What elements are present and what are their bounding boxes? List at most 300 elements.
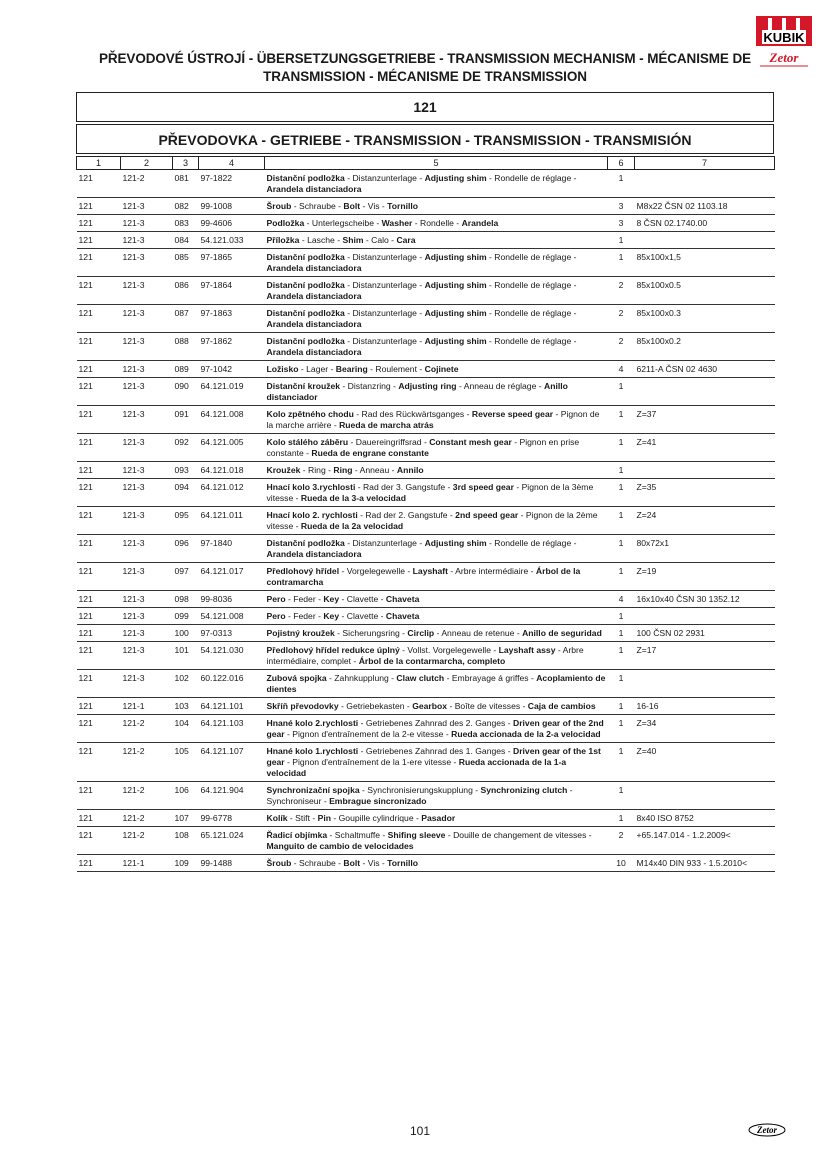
ref-subgroup-cell: 121-3	[121, 507, 173, 535]
group-title: PŘEVODOVKA - GETRIEBE - TRANSMISSION - TRANSMISSION - TRANSMISIÓN	[76, 124, 774, 154]
note-cell	[635, 378, 775, 406]
position-cell: 089	[173, 361, 199, 378]
description-term: Ring	[333, 465, 353, 475]
description-term: Pojistný kroužek	[266, 628, 335, 638]
description-term: Shifing sleeve	[387, 830, 446, 840]
description-cell	[265, 507, 608, 535]
table-body	[77, 170, 775, 872]
description-separator: - Pignon de la 3ème vitesse -	[266, 482, 594, 503]
part-number-cell: 64.121.008	[199, 406, 265, 434]
description-term: Pero	[266, 611, 286, 621]
description-term: Ložisko	[266, 364, 299, 374]
ref-group-cell: 121	[77, 198, 121, 215]
description-separator: - Distanzunterlage -	[344, 280, 425, 290]
description-separator: - Zahnkupplung -	[326, 673, 397, 683]
description-separator: - Embrayage á griffes -	[444, 673, 537, 683]
description-cell	[265, 625, 608, 642]
ref-subgroup-cell: 121-2	[121, 827, 173, 855]
table-row	[77, 507, 775, 535]
description-separator: - Pignon d'entraînement de la 2-e vitesse -	[284, 729, 452, 739]
description-term: Zubová spojka	[266, 673, 327, 683]
ref-group-cell: 121	[77, 535, 121, 563]
description-separator: - Getriebekasten -	[338, 701, 413, 711]
position-cell: 103	[173, 698, 199, 715]
description-term: Adjusting shim	[424, 252, 487, 262]
part-number-cell: 97-1042	[199, 361, 265, 378]
part-number-cell: 64.121.005	[199, 434, 265, 462]
description-separator: - Goupille cylindrique -	[330, 813, 422, 823]
document-title-line1: PŘEVODOVÉ ÚSTROJÍ - ÜBERSETZUNGSGETRIEBE - TRANSMISSION MECHANISM - MÉCANISME DE	[98, 51, 752, 66]
description-term: Driven gear of the 1st gear	[266, 746, 601, 767]
table-row	[77, 782, 775, 810]
description-term: 2nd speed gear	[455, 510, 519, 520]
description-separator: - Synchronisierungskupplung -	[359, 785, 481, 795]
quantity-cell: 2	[608, 277, 635, 305]
description-separator: - Sicherungsring -	[334, 628, 408, 638]
position-cell: 083	[173, 215, 199, 232]
quantity-cell: 1	[608, 698, 635, 715]
description-cell	[265, 743, 608, 782]
ref-group-cell: 121	[77, 215, 121, 232]
ref-subgroup-cell: 121-3	[121, 535, 173, 563]
description-term: Distanční kroužek	[266, 381, 341, 391]
position-cell: 081	[173, 170, 199, 198]
ref-subgroup-cell: 121-3	[121, 277, 173, 305]
quantity-cell: 1	[608, 715, 635, 743]
ref-subgroup-cell: 121-2	[121, 743, 173, 782]
description-term: Distanční podložka	[266, 336, 345, 346]
description-separator: - Rad der 3. Gangstufe -	[355, 482, 453, 492]
description-cell	[265, 855, 608, 872]
note-cell	[635, 232, 775, 249]
description-separator: - Pignon d'entraînement de la 1-ere vitesse -	[284, 757, 459, 767]
position-cell: 099	[173, 608, 199, 625]
description-separator: - Lasche -	[299, 235, 343, 245]
description-term: Hnací kolo 2. rychlosti	[266, 510, 358, 520]
description-separator: - Lager -	[298, 364, 336, 374]
description-term: Distanční podložka	[266, 173, 345, 183]
ref-subgroup-cell: 121-3	[121, 232, 173, 249]
description-term: Key	[323, 594, 340, 604]
description-term: Árbol de la contarmarcha, completo	[358, 656, 506, 666]
ref-subgroup-cell: 121-3	[121, 361, 173, 378]
position-cell: 095	[173, 507, 199, 535]
quantity-cell: 1	[608, 782, 635, 810]
note-cell: 85x100x1,5	[635, 249, 775, 277]
table-row	[77, 462, 775, 479]
description-term: Rueda accionada de la 2-a velocidad	[451, 729, 601, 739]
description-cell	[265, 715, 608, 743]
table-row	[77, 479, 775, 507]
header-col-5: 5	[265, 157, 608, 170]
description-term: Driven gear of the 2nd gear	[266, 718, 604, 739]
part-number-cell: 99-1488	[199, 855, 265, 872]
note-cell: 8 ČSN 02.1740.00	[635, 215, 775, 232]
quantity-cell: 1	[608, 507, 635, 535]
description-separator: - Getriebenes Zahnrad des 2. Ganges -	[358, 718, 513, 728]
description-term: Podložka	[266, 218, 305, 228]
description-separator: - Calo -	[363, 235, 397, 245]
quantity-cell: 1	[608, 670, 635, 698]
description-term: Hnané kolo 1.rychlosti	[266, 746, 359, 756]
header-col-2: 2	[121, 157, 173, 170]
note-cell: 100 ČSN 02 2931	[635, 625, 775, 642]
kubik-logo-icon	[756, 16, 812, 46]
description-separator: - Feder -	[285, 594, 324, 604]
position-cell: 101	[173, 642, 199, 670]
description-term: Rueda accionada de la 1-a velocidad	[266, 757, 567, 778]
table-row	[77, 810, 775, 827]
ref-group-cell: 121	[77, 810, 121, 827]
part-number-cell: 64.121.017	[199, 563, 265, 591]
description-term: Reverse speed gear	[471, 409, 554, 419]
ref-group-cell: 121	[77, 625, 121, 642]
table-header-row	[77, 157, 775, 170]
description-cell	[265, 642, 608, 670]
description-separator: - Rondelle de réglage -	[486, 538, 577, 548]
description-separator: - Dauereingriffsrad -	[348, 437, 430, 447]
description-cell	[265, 333, 608, 361]
description-separator: - Anneau de réglage -	[456, 381, 544, 391]
header-col-3: 3	[173, 157, 199, 170]
part-number-cell: 97-1863	[199, 305, 265, 333]
description-separator: - Schraube -	[291, 858, 344, 868]
ref-group-cell: 121	[77, 462, 121, 479]
description-term: Manguito de cambio de velocidades	[266, 841, 414, 851]
description-term: Bolt	[343, 201, 361, 211]
quantity-cell: 1	[608, 249, 635, 277]
description-term: Tornillo	[387, 858, 419, 868]
description-term: Arandela distanciadora	[266, 319, 362, 329]
ref-subgroup-cell: 121-3	[121, 563, 173, 591]
ref-group-cell: 121	[77, 782, 121, 810]
description-cell	[265, 698, 608, 715]
ref-group-cell: 121	[77, 642, 121, 670]
description-term: Layshaft	[412, 566, 449, 576]
description-cell	[265, 406, 608, 434]
table-row	[77, 608, 775, 625]
position-cell: 090	[173, 378, 199, 406]
description-term: Skříň převodovky	[266, 701, 339, 711]
description-separator: - Pignon en prise constante -	[266, 437, 580, 458]
description-separator: - Vis -	[360, 858, 388, 868]
description-term: Anillo distanciador	[266, 381, 568, 402]
note-cell	[635, 608, 775, 625]
note-cell: 80x72x1	[635, 535, 775, 563]
document-title-line2: TRANSMISSION - MÉCANISME DE TRANSMISSION	[263, 69, 587, 84]
table-row	[77, 198, 775, 215]
quantity-cell: 1	[608, 462, 635, 479]
description-cell	[265, 827, 608, 855]
description-separator: - Clavette -	[339, 611, 386, 621]
header-col-7: 7	[635, 157, 775, 170]
note-cell: 85x100x0.5	[635, 277, 775, 305]
part-number-cell: 99-6778	[199, 810, 265, 827]
description-term: Key	[323, 611, 340, 621]
ref-subgroup-cell: 121-3	[121, 462, 173, 479]
description-term: 3rd speed gear	[452, 482, 514, 492]
description-separator: - Synchroniseur -	[266, 785, 573, 806]
part-number-cell: 54.121.008	[199, 608, 265, 625]
position-cell: 094	[173, 479, 199, 507]
description-term: Distanční podložka	[266, 280, 345, 290]
table-row	[77, 698, 775, 715]
description-separator: - Stift -	[287, 813, 318, 823]
description-separator: - Distanzunterlage -	[344, 252, 425, 262]
description-term: Rueda de engrane constante	[311, 448, 429, 458]
description-separator: - Feder -	[285, 611, 324, 621]
description-term: Claw clutch	[396, 673, 445, 683]
description-cell	[265, 591, 608, 608]
quantity-cell: 1	[608, 608, 635, 625]
part-number-cell: 97-1840	[199, 535, 265, 563]
description-term: Řadicí objímka	[266, 830, 328, 840]
position-cell: 092	[173, 434, 199, 462]
description-term: Chaveta	[385, 611, 420, 621]
description-term: Předlohový hřídel	[266, 566, 340, 576]
ref-subgroup-cell: 121-3	[121, 608, 173, 625]
header-col-1: 1	[77, 157, 121, 170]
parts-table	[76, 156, 775, 872]
quantity-cell: 2	[608, 305, 635, 333]
part-number-cell: 64.121.107	[199, 743, 265, 782]
position-cell: 100	[173, 625, 199, 642]
ref-subgroup-cell: 121-2	[121, 810, 173, 827]
position-cell: 097	[173, 563, 199, 591]
description-separator: - Rondelle de réglage -	[486, 252, 577, 262]
description-term: Shim	[342, 235, 364, 245]
table-row	[77, 670, 775, 698]
description-separator: - Rad der 2. Gangstufe -	[357, 510, 456, 520]
description-term: Kolo stálého záběru	[266, 437, 349, 447]
quantity-cell: 1	[608, 535, 635, 563]
note-cell: Z=17	[635, 642, 775, 670]
table-row	[77, 406, 775, 434]
description-term: Arandela	[461, 218, 499, 228]
description-term: Rueda de la 2a velocidad	[300, 521, 404, 531]
position-cell: 107	[173, 810, 199, 827]
description-separator: - Vorgelegewelle -	[339, 566, 413, 576]
quantity-cell: 1	[608, 563, 635, 591]
ref-group-cell: 121	[77, 743, 121, 782]
ref-group-cell: 121	[77, 670, 121, 698]
quantity-cell: 1	[608, 479, 635, 507]
description-term: Šroub	[266, 201, 292, 211]
description-term: Árbol de la contramarcha	[266, 566, 581, 587]
zetor-footer-logo	[748, 1123, 786, 1137]
description-separator: - Distanzunterlage -	[344, 538, 425, 548]
header-col-4: 4	[199, 157, 265, 170]
description-term: Šroub	[266, 858, 292, 868]
table-row	[77, 642, 775, 670]
description-term: Cara	[396, 235, 416, 245]
description-term: Předlohový hřídel redukce úplný	[266, 645, 400, 655]
description-separator: - Vollst. Vorgelegewelle -	[399, 645, 499, 655]
description-term: Arandela distanciadora	[266, 291, 362, 301]
description-cell	[265, 361, 608, 378]
ref-group-cell: 121	[77, 698, 121, 715]
note-cell: Z=37	[635, 406, 775, 434]
ref-group-cell: 121	[77, 855, 121, 872]
ref-subgroup-cell: 121-3	[121, 642, 173, 670]
ref-subgroup-cell: 121-2	[121, 715, 173, 743]
description-term: Hnané kolo 2.rychlosti	[266, 718, 359, 728]
table-row	[77, 563, 775, 591]
quantity-cell: 1	[608, 232, 635, 249]
table-row	[77, 361, 775, 378]
description-separator: - Rondelle de réglage -	[486, 308, 577, 318]
table-row	[77, 855, 775, 872]
position-cell: 098	[173, 591, 199, 608]
ref-subgroup-cell: 121-3	[121, 305, 173, 333]
ref-group-cell: 121	[77, 170, 121, 198]
description-cell	[265, 305, 608, 333]
description-separator: - Rondelle -	[412, 218, 462, 228]
description-cell	[265, 782, 608, 810]
part-number-cell: 64.121.103	[199, 715, 265, 743]
description-term: Bolt	[343, 858, 361, 868]
description-term: Kroužek	[266, 465, 301, 475]
ref-subgroup-cell: 121-1	[121, 855, 173, 872]
note-cell: M14x40 DIN 933 - 1.5.2010<	[635, 855, 775, 872]
description-term: Adjusting shim	[424, 280, 487, 290]
position-cell: 105	[173, 743, 199, 782]
table-row	[77, 249, 775, 277]
description-separator: - Distanzunterlage -	[344, 336, 425, 346]
ref-subgroup-cell: 121-3	[121, 378, 173, 406]
ref-group-cell: 121	[77, 715, 121, 743]
table-row	[77, 232, 775, 249]
logo-sub-text: Zetor	[769, 50, 799, 65]
note-cell: 85x100x0.2	[635, 333, 775, 361]
note-cell: Z=19	[635, 563, 775, 591]
note-cell	[635, 462, 775, 479]
note-cell: 16-16	[635, 698, 775, 715]
description-term: Kolík	[266, 813, 288, 823]
description-separator: - Douille de changement de vitesses -	[445, 830, 592, 840]
quantity-cell: 1	[608, 743, 635, 782]
description-term: Hnací kolo 3.rychlosti	[266, 482, 356, 492]
position-cell: 088	[173, 333, 199, 361]
part-number-cell: 97-0313	[199, 625, 265, 642]
page-number: 101	[409, 1124, 431, 1138]
description-cell	[265, 810, 608, 827]
table-row	[77, 827, 775, 855]
description-term: Bearing	[335, 364, 368, 374]
note-cell	[635, 170, 775, 198]
part-number-cell: 64.121.019	[199, 378, 265, 406]
ref-group-cell: 121	[77, 249, 121, 277]
description-term: Circlip	[407, 628, 435, 638]
description-term: Rueda de marcha atrás	[339, 420, 434, 430]
table-row	[77, 333, 775, 361]
position-cell: 093	[173, 462, 199, 479]
ref-subgroup-cell: 121-3	[121, 198, 173, 215]
description-separator: - Ring -	[300, 465, 334, 475]
description-term: Chaveta	[385, 594, 420, 604]
description-separator: - Schaltmuffe -	[327, 830, 388, 840]
part-number-cell: 97-1822	[199, 170, 265, 198]
description-term: Annilo	[396, 465, 424, 475]
table-row	[77, 715, 775, 743]
quantity-cell: 10	[608, 855, 635, 872]
description-separator: - Roulement -	[367, 364, 425, 374]
description-cell	[265, 198, 608, 215]
description-separator: - Getriebenes Zahnrad des 1. Ganges -	[358, 746, 513, 756]
description-term: Adjusting shim	[424, 173, 487, 183]
ref-subgroup-cell: 121-3	[121, 625, 173, 642]
note-cell: Z=41	[635, 434, 775, 462]
position-cell: 084	[173, 232, 199, 249]
logo-brand-text: KUBIK	[763, 30, 805, 45]
part-number-cell: 97-1865	[199, 249, 265, 277]
note-cell: Z=34	[635, 715, 775, 743]
description-separator: - Distanzunterlage -	[344, 308, 425, 318]
note-cell	[635, 670, 775, 698]
description-term: Anillo de seguridad	[522, 628, 602, 638]
ref-subgroup-cell: 121-3	[121, 333, 173, 361]
part-number-cell: 64.121.012	[199, 479, 265, 507]
table-row	[77, 170, 775, 198]
table-row	[77, 535, 775, 563]
ref-group-cell: 121	[77, 591, 121, 608]
note-cell: Z=35	[635, 479, 775, 507]
description-term: Arandela distanciadora	[266, 347, 362, 357]
table-row	[77, 305, 775, 333]
description-separator: - Pignon de la 2ème vitesse -	[266, 510, 598, 531]
ref-subgroup-cell: 121-2	[121, 170, 173, 198]
description-term: Caja de cambios	[527, 701, 596, 711]
ref-subgroup-cell: 121-3	[121, 670, 173, 698]
ref-subgroup-cell: 121-3	[121, 215, 173, 232]
position-cell: 087	[173, 305, 199, 333]
description-term: Pero	[266, 594, 286, 604]
description-term: Adjusting shim	[424, 336, 487, 346]
position-cell: 091	[173, 406, 199, 434]
description-separator: - Distanzunterlage -	[344, 173, 425, 183]
quantity-cell: 2	[608, 333, 635, 361]
ref-subgroup-cell: 121-1	[121, 698, 173, 715]
table-row	[77, 215, 775, 232]
part-number-cell: 97-1864	[199, 277, 265, 305]
note-cell: M8x22 ČSN 02 1103.18	[635, 198, 775, 215]
document-title	[80, 50, 770, 86]
description-cell	[265, 249, 608, 277]
description-term: Pasador	[421, 813, 456, 823]
ref-group-cell: 121	[77, 434, 121, 462]
description-separator: - Unterlegscheibe -	[304, 218, 382, 228]
note-cell	[635, 782, 775, 810]
description-cell	[265, 479, 608, 507]
description-term: Synchronizační spojka	[266, 785, 360, 795]
position-cell: 086	[173, 277, 199, 305]
description-term: Arandela distanciadora	[266, 184, 362, 194]
description-separator: - Rondelle de réglage -	[486, 336, 577, 346]
ref-subgroup-cell: 121-3	[121, 249, 173, 277]
note-cell: +65.147.014 - 1.2.2009<	[635, 827, 775, 855]
description-separator: - Vis -	[360, 201, 388, 211]
table-row	[77, 434, 775, 462]
quantity-cell: 1	[608, 406, 635, 434]
ref-group-cell: 121	[77, 479, 121, 507]
note-cell: Z=40	[635, 743, 775, 782]
description-separator: - Schraube -	[291, 201, 344, 211]
description-cell	[265, 277, 608, 305]
ref-group-cell: 121	[77, 333, 121, 361]
description-separator: - Rondelle de réglage -	[486, 280, 577, 290]
ref-subgroup-cell: 121-3	[121, 479, 173, 507]
description-cell	[265, 434, 608, 462]
